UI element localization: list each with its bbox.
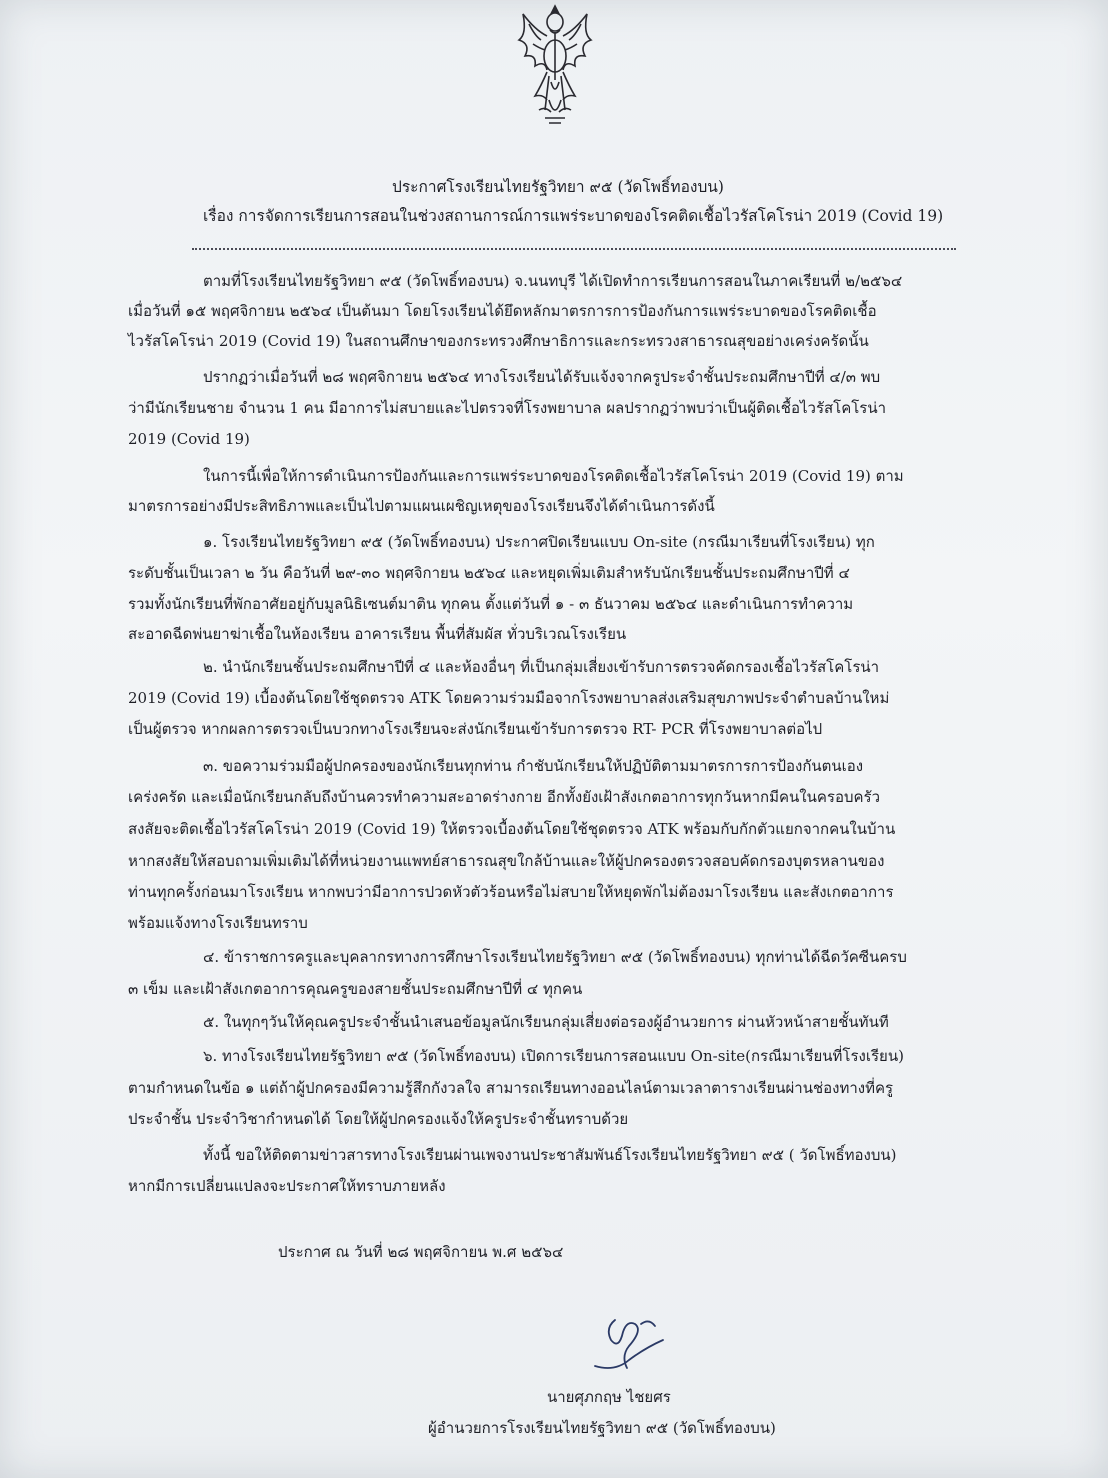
body-line: เป็นผู้ตรวจ หากผลการตรวจเป็นบวกทางโรงเรียนจะส่งนักเรียนเข้ารับการตรวจ RT- PCR ที่โรงพยาบาลต่อไป [128,720,823,738]
body-line: สงสัยจะติดเชื้อไวรัสโคโรน่า 2019 (Covid 19) ให้ตรวจเบื้องต้นโดยใช้ชุดตรวจ ATK พร้อมกับกักตัวแยกจากคนในบ้าน [128,820,896,838]
body-line: ตามกำหนดในข้อ ๑ แต่ถ้าผู้ปกครองมีความรู้สึกกังวลใจ สามารถเรียนทางออนไลน์ตามเวลาตารางเรียนผ่านช่องทางที่ครู [128,1079,894,1097]
body-line: ว่ามีนักเรียนชาย จำนวน 1 คน มีอาการไม่สบายและไปตรวจที่โรงพยาบาล ผลปรากฏว่าพบว่าเป็นผู้ติดเชื้อไวรัสโคโรน่า [128,399,887,417]
signer-position: ผู้อำนวยการโรงเรียนไทยรัฐวิทยา ๙๕ (วัดโพธิ์ทองบน) [428,1419,776,1437]
body-line: ๓. ขอความร่วมมือผู้ปกครองของนักเรียนทุกท่าน กำชับนักเรียนให้ปฏิบัติตามมาตรการการป้องกันตนเอง [203,757,864,775]
body-line: ระดับชั้นเป็นเวลา ๒ วัน คือวันที่ ๒๙-๓๐ พฤศจิกายน ๒๕๖๔ และหยุดเพิ่มเติมสำหรับนักเรียนชั้นประถมศึกษาปีที่ ๔ [128,564,850,582]
body-line: ๓ เข็ม และเฝ้าสังเกตอาการคุณครูของสายชั้นประถมศึกษาปีที่ ๔ ทุกคน [128,980,583,998]
body-line: 2019 (Covid 19) [128,430,250,448]
body-line: ๒. นำนักเรียนชั้นประถมศึกษาปีที่ ๔ และห้องอื่นๆ ที่เป็นกลุ่มเสี่ยงเข้ารับการตรวจคัดกรองเชื้อไวรัสโคโรน่า [203,658,880,676]
dotted-divider [192,248,956,250]
handwritten-signature [585,1310,675,1380]
document-subject: เรื่อง การจัดการเรียนการสอนในช่วงสถานการณ์การแพร่ระบาดของโรคติดเชื้อไวรัสโคโรน่า 2019 (Covid 19) [203,207,944,225]
body-line: เคร่งครัด และเมื่อนักเรียนกลับถึงบ้านควรทำความสะอาดร่างกาย อีกทั้งยังเฝ้าสังเกตอาการทุกวันหากมีคนในครอบครัว [128,788,880,806]
body-line: ตามที่โรงเรียนไทยรัฐวิทยา ๙๕ (วัดโพธิ์ทองบน) จ.นนทบุรี ได้เปิดทำการเรียนการสอนในภาคเรียนที่ ๒/๒๕๖๔ [203,272,903,290]
body-line: หากสงสัยให้สอบถามเพิ่มเติมได้ที่หน่วยงานแพทย์สาธารณสุขใกล้บ้านและให้ผู้ปกครองตรวจสอบคัดกรองบุตรหลานของ [128,852,885,870]
body-line: ๑. โรงเรียนไทยรัฐวิทยา ๙๕ (วัดโพธิ์ทองบน) ประกาศปิดเรียนแบบ On-site (กรณีมาเรียนที่โรงเรียน) ทุก [203,533,875,551]
garuda-emblem [505,0,605,128]
body-line: เมื่อวันที่ ๑๕ พฤศจิกายน ๒๕๖๔ เป็นต้นมา โดยโรงเรียนได้ยึดหลักมาตรการการป้องกันการแพร่ระบาดของโรคติดเชื้อ [128,302,877,320]
body-line: ปรากฏว่าเมื่อวันที่ ๒๘ พฤศจิกายน ๒๕๖๔ ทางโรงเรียนได้รับแจ้งจากครูประจำชั้นประถมศึกษาปีที่ ๔/๓ พบ [203,368,881,386]
body-line: สะอาดฉีดพ่นยาฆ่าเชื้อในห้องเรียน อาคารเรียน พื้นที่สัมผัส ทั่วบริเวณโรงเรียน [128,625,627,643]
body-line: มาตรการอย่างมีประสิทธิภาพและเป็นไปตามแผนเผชิญเหตุของโรงเรียนจึงได้ดำเนินการดังนี้ [128,497,715,515]
body-line: รวมทั้งนักเรียนที่พักอาศัยอยู่กับมูลนิธิเซนต์มาติน ทุกคน ตั้งแต่วันที่ ๑ - ๓ ธันวาคม ๒๕๖๔ และดำเนินการทำความ [128,595,854,613]
body-line: ทั้งนี้ ขอให้ติดตามข่าวสารทางโรงเรียนผ่านเพจงานประชาสัมพันธ์โรงเรียนไทยรัฐวิทยา ๙๕ ( วัดโพธิ์ทองบน) [203,1146,897,1164]
signer-name: นายศุภกฤษ ไชยศร [547,1388,671,1406]
body-line: ไวรัสโคโรน่า 2019 (Covid 19) ในสถานศึกษาของกระทรวงศึกษาธิการและกระทรวงสาธารณสุขอย่างเคร่งครัดนั้น [128,332,869,350]
body-line: ท่านทุกครั้งก่อนมาโรงเรียน หากพบว่ามีอาการปวดหัวตัวร้อนหรือไม่สบายให้หยุดพักไม่ต้องมาโรงเรียน และสังเกตอาการ [128,883,894,901]
body-line: หากมีการเปลี่ยนแปลงจะประกาศให้ทราบภายหลัง [128,1177,446,1195]
body-line: พร้อมแจ้งทางโรงเรียนทราบ [128,914,308,932]
body-line: ๖. ทางโรงเรียนไทยรัฐวิทยา ๙๕ (วัดโพธิ์ทองบน) เปิดการเรียนการสอนแบบ On-site(กรณีมาเรียนที่โรงเรียน) [203,1047,904,1065]
announce-date: ประกาศ ณ วันที่ ๒๘ พฤศจิกายน พ.ศ ๒๕๖๔ [278,1243,564,1261]
body-line: ๔. ข้าราชการครูและบุคลากรทางการศึกษาโรงเรียนไทยรัฐวิทยา ๙๕ (วัดโพธิ์ทองบน) ทุกท่านได้ฉีดวัคซีนครบ [203,948,907,966]
body-line: ๕. ในทุกๆวันให้คุณครูประจำชั้นนำเสนอข้อมูลนักเรียนกลุ่มเสี่ยงต่อรองผู้อำนวยการ ผ่านหัวหน้าสายชั้นทันที [203,1013,889,1031]
body-line: ประจำชั้น ประจำวิชากำหนดได้ โดยให้ผู้ปกครองแจ้งให้ครูประจำชั้นทราบด้วย [128,1110,629,1128]
body-line: 2019 (Covid 19) เบื้องต้นโดยใช้ชุดตรวจ ATK โดยความร่วมมือจากโรงพยาบาลส่งเสริมสุขภาพประจำตำบลบ้านใหม่ [128,689,890,707]
document-title: ประกาศโรงเรียนไทยรัฐวิทยา ๙๕ (วัดโพธิ์ทองบน) [392,178,724,196]
body-line: ในการนี้เพื่อให้การดำเนินการป้องกันและการแพร่ระบาดของโรคติดเชื้อไวรัสโคโรน่า 2019 (Covid 19) ตาม [203,467,904,485]
